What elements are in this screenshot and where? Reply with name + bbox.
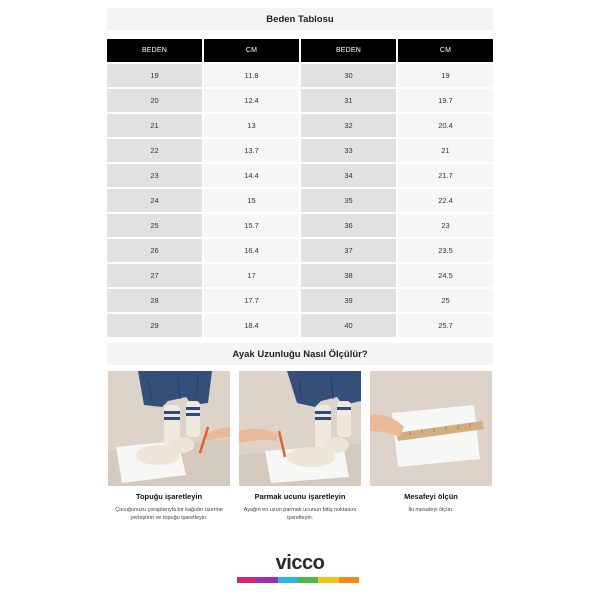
table-row <box>107 139 493 162</box>
measure-title: Ayak Uzunluğu Nasıl Ölçülür? <box>107 343 493 365</box>
brand-color-bar <box>237 577 359 583</box>
size-cell: 30 <box>301 64 396 87</box>
cm-cell: 13.7 <box>204 139 299 162</box>
size-cell: 27 <box>107 264 202 287</box>
brand-color-segment <box>278 577 298 583</box>
size-cell: 40 <box>301 314 396 337</box>
cm-cell: 25.7 <box>398 314 493 337</box>
size-cell: 21 <box>107 114 202 137</box>
size-cell: 19 <box>107 64 202 87</box>
brand-color-segment <box>298 577 318 583</box>
table-row <box>107 264 493 287</box>
cm-cell: 25 <box>398 289 493 312</box>
step-3-title: Mesafeyi ölçün <box>404 492 458 501</box>
toe-marking-photo <box>239 371 361 486</box>
size-cell: 39 <box>301 289 396 312</box>
size-cell: 23 <box>107 164 202 187</box>
table-row <box>107 214 493 237</box>
step-1-title: Topuğu işaretleyin <box>135 492 203 501</box>
cm-cell: 22.4 <box>398 189 493 212</box>
table-row <box>107 189 493 212</box>
cm-cell: 19.7 <box>398 89 493 112</box>
size-chart-title: Beden Tablosu <box>107 8 493 30</box>
cm-cell: 18.4 <box>204 314 299 337</box>
size-cell: 25 <box>107 214 202 237</box>
size-cell: 35 <box>301 189 396 212</box>
ruler-measuring-photo <box>370 371 492 486</box>
table-row <box>107 164 493 187</box>
size-cell: 24 <box>107 189 202 212</box>
size-cell: 29 <box>107 314 202 337</box>
size-cell: 20 <box>107 89 202 112</box>
cm-cell: 17.7 <box>204 289 299 312</box>
cm-cell: 15.7 <box>204 214 299 237</box>
size-cell: 36 <box>301 214 396 237</box>
table-row <box>107 89 493 112</box>
column-header: BEDEN <box>107 39 202 62</box>
brand-color-segment <box>257 577 277 583</box>
table-row <box>107 239 493 262</box>
brand-color-segment <box>339 577 359 583</box>
column-header: CM <box>204 39 299 62</box>
cm-cell: 12.4 <box>204 89 299 112</box>
heel-marking-photo <box>108 371 230 486</box>
cm-cell: 14.4 <box>204 164 299 187</box>
cm-cell: 21.7 <box>398 164 493 187</box>
size-cell: 33 <box>301 139 396 162</box>
brand-logo: vicco <box>275 552 325 574</box>
size-cell: 32 <box>301 114 396 137</box>
table-header-row <box>107 39 493 62</box>
size-cell: 28 <box>107 289 202 312</box>
table-row <box>107 289 493 312</box>
step-1-description: Çocuğunuzu çoraplarıyla bir kağıdın üzerine yerleştirin ve topuğu işaretleyin. <box>115 507 223 521</box>
size-cell: 22 <box>107 139 202 162</box>
step-3-description: İki mesafeyi ölçün. <box>408 507 454 513</box>
table-row <box>107 314 493 337</box>
cm-cell: 24.5 <box>398 264 493 287</box>
cm-cell: 21 <box>398 139 493 162</box>
cm-cell: 17 <box>204 264 299 287</box>
cm-cell: 13 <box>204 114 299 137</box>
cm-cell: 11.8 <box>204 64 299 87</box>
size-cell: 34 <box>301 164 396 187</box>
size-chart-table <box>105 37 495 339</box>
column-header: CM <box>398 39 493 62</box>
brand-color-segment <box>237 577 257 583</box>
size-cell: 38 <box>301 264 396 287</box>
size-cell: 37 <box>301 239 396 262</box>
cm-cell: 15 <box>204 189 299 212</box>
step-2-title: Parmak ucunu işaretleyin <box>254 492 346 501</box>
table-row <box>107 114 493 137</box>
cm-cell: 16.4 <box>204 239 299 262</box>
size-cell: 31 <box>301 89 396 112</box>
step-2-description: Ayağın en uzun parmak ucunun bitiş noktasını işaretleyin. <box>243 507 357 521</box>
cm-cell: 20.4 <box>398 114 493 137</box>
cm-cell: 19 <box>398 64 493 87</box>
size-cell: 26 <box>107 239 202 262</box>
table-row <box>107 64 493 87</box>
cm-cell: 23.5 <box>398 239 493 262</box>
brand-color-segment <box>318 577 338 583</box>
cm-cell: 23 <box>398 214 493 237</box>
column-header: BEDEN <box>301 39 396 62</box>
